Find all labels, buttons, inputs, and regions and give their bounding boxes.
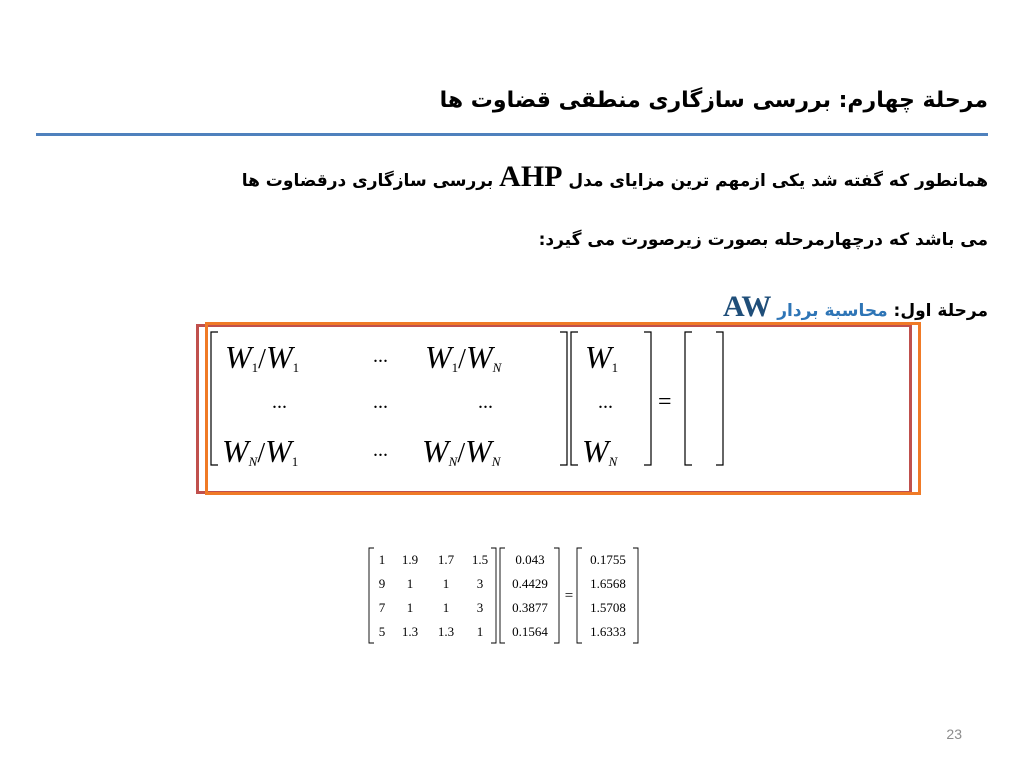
numeric-result-1: 0.1755: [590, 552, 626, 567]
generic-vector-2: ...: [598, 391, 613, 413]
generic-cell-3-3: $W_N/W_N$: [422, 433, 501, 469]
generic-cell-3-1: $W_N/W_1$: [222, 433, 299, 469]
numeric-cell-2-2: 1: [406, 576, 414, 591]
generic-cell-2-3: ...: [478, 391, 493, 413]
numeric-matrix-left-bracket: [369, 548, 374, 643]
generic-cell-3-2: ...: [373, 439, 388, 461]
ahp-term: AHP: [499, 160, 563, 193]
numeric-weight-1: 0.043: [515, 552, 545, 567]
page-number: 23: [946, 726, 962, 742]
numeric-cell-2-4: 3: [476, 576, 484, 591]
numeric-cell-1-3: 1.7: [437, 552, 455, 567]
numeric-result-4: 1.6333: [590, 624, 626, 639]
step-one-link: محاسبة بردار: [771, 301, 888, 321]
generic-cell-2-2: ...: [373, 391, 388, 413]
numeric-result-2: 1.6568: [590, 576, 626, 591]
generic-cell-1-2: ...: [373, 345, 388, 367]
numeric-cell-3-3: 1: [442, 600, 450, 615]
paragraph-line-2: می باشد که درچهارمرحله بصورت زیرصورت می گیرد:: [538, 230, 988, 250]
numeric-weights-left-bracket: [500, 548, 505, 643]
generic-cell-1-3: $W_1/W_N$: [425, 339, 502, 375]
numeric-cell-4-2: 1.3: [401, 624, 419, 639]
numeric-cell-1-1: 1: [378, 552, 386, 567]
aw-vector-label: AW: [723, 290, 772, 323]
numeric-cell-2-3: 1: [442, 576, 450, 591]
numeric-weight-4: 0.1564: [512, 624, 548, 639]
numeric-cell-3-4: 3: [476, 600, 484, 615]
numeric-equals-sign: =: [564, 588, 574, 604]
numeric-weight-3: 0.3877: [512, 600, 548, 615]
generic-cell-1-1: $W_1/W_1$: [225, 339, 300, 375]
generic-vector-1: $W_1$: [585, 339, 619, 375]
numeric-cell-3-1: 7: [378, 600, 386, 615]
paragraph-line-1-part-c: بررسی سازگاری درقضاوت ها: [241, 171, 500, 191]
slide-title: مرحلة چهارم: بررسی سازگاری منطقی قضاوت ها: [439, 88, 988, 113]
numeric-cell-4-4: 1: [476, 624, 484, 639]
generic-cell-2-1: ...: [272, 391, 287, 413]
paragraph-line-1-part-a: همانطور که گفته شد یکی ازمهم ترین مزایای مدل: [562, 171, 988, 191]
numeric-result-left-bracket: [577, 548, 582, 643]
numeric-cell-4-1: 5: [378, 624, 386, 639]
numeric-result-3: 1.5708: [590, 600, 626, 615]
numeric-weight-2: 0.4429: [512, 576, 548, 591]
numeric-result-right-bracket: [633, 548, 638, 643]
numeric-cell-3-2: 1: [406, 600, 414, 615]
generic-equals-sign: =: [658, 389, 672, 415]
numeric-cell-1-2: 1.9: [401, 552, 419, 567]
numeric-matrix-right-bracket: [491, 548, 496, 643]
generic-vector-3: $W_N$: [582, 433, 618, 469]
numeric-cell-2-1: 9: [378, 576, 386, 591]
numeric-cell-4-3: 1.3: [437, 624, 455, 639]
numeric-weights-right-bracket: [554, 548, 559, 643]
numeric-cell-1-4: 1.5: [471, 552, 489, 567]
step-one-label: مرحلة اول:: [887, 301, 988, 321]
